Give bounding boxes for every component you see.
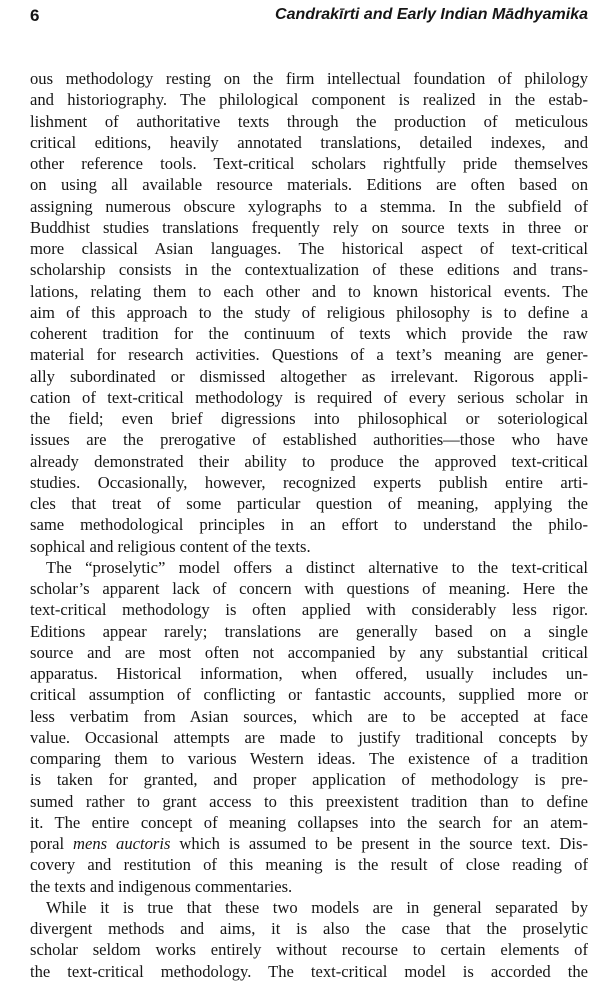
- text-line: lations, relating them to each other and to known historical events. The: [30, 281, 588, 301]
- page-header: [0, 4, 600, 30]
- text-line: same methodological principles in an effort to understand the philo-: [30, 515, 588, 535]
- text-line: assigning numerous obscure xylographs to a stemma. In the subfield of: [30, 196, 588, 216]
- text-line: material for research activities. Questions of a text’s meaning are gener-: [30, 345, 588, 365]
- text-line: coherent tradition for the continuum of texts which provide the raw: [30, 324, 588, 343]
- text-line: more classical Asian languages. The historical aspect of text-critical: [30, 239, 588, 258]
- text-line: covery and restitution of this meaning is the result of close reading of: [30, 855, 588, 875]
- text-line: less verbatim from Asian sources, which are to be accepted at face: [30, 706, 588, 726]
- text-line: ous methodology resting on the firm intellectual foundation of philology: [30, 69, 588, 88]
- text-line: Editions appear rarely; translations are generally based on a single: [30, 621, 588, 641]
- text-line: comparing them to various Western ideas. The existence of a tradition: [30, 749, 588, 768]
- text-line: already demonstrated their ability to produce the approved text-critical: [30, 451, 588, 471]
- text-line: text-critical methodology is often applied with considerably less rigor.: [30, 600, 588, 620]
- body-text: [30, 68, 588, 982]
- text-line: Buddhist studies translations frequently rely on source texts in three or: [30, 217, 588, 237]
- text-line: While it is true that these two models are in general separated by: [46, 897, 588, 917]
- text-line: divergent methods and aims, it is also the case that the proselytic: [30, 919, 588, 938]
- text-line: on using all available resource materials. Editions are often based on: [30, 175, 588, 195]
- text-line: cation of text-critical methodology is required of every serious scholar in: [30, 387, 588, 407]
- text-line: lishment of authoritative texts through the production of meticulous: [30, 111, 588, 131]
- text-line: studies. Occasionally, however, recognized experts publish entire arti-: [30, 472, 588, 492]
- text-line: it. The entire concept of meaning collapses into the search for an atem-: [30, 812, 588, 832]
- text-line: value. Occasional attempts are made to justify traditional concepts by: [30, 727, 588, 747]
- paragraph: [30, 68, 588, 557]
- text-line: and historiography. The philological component is realized in the estab-: [30, 90, 588, 110]
- running-title: Candrakīrti and Early Indian Mādhyamika: [275, 6, 588, 23]
- text-line: aim of this approach to the study of religious philosophy is to define a: [30, 302, 588, 322]
- text-line: sumed rather to grant access to this preexistent tradition than to define: [30, 791, 588, 811]
- text-line: sophical and religious content of the texts.: [30, 536, 311, 556]
- text-line: The “proselytic” model offers a distinct alternative to the text-critical: [46, 557, 588, 577]
- page-number: 6: [30, 6, 40, 25]
- text-line: the field; even brief digressions into philosophical or soteriological: [30, 409, 588, 428]
- text-line: source and are most often not accompanied by any substantial critical: [30, 642, 588, 662]
- text-line: scholar’s apparent lack of concern with questions of meaning. Here the: [30, 579, 588, 598]
- text-line: ally subordinated or dismissed altogether as irrelevant. Rigorous appli-: [30, 366, 588, 386]
- text-line: other reference tools. Text-critical scholars rightfully pride themselves: [30, 154, 588, 173]
- text-line: critical assumption of conflicting or fantastic accounts, supplied more or: [30, 685, 588, 705]
- text-line: critical editions, heavily annotated translations, detailed indexes, and: [30, 132, 588, 152]
- text-line: issues are the prerogative of established authorities—those who have: [30, 430, 588, 450]
- text-line: is taken for granted, and proper application of methodology is pre-: [30, 770, 588, 790]
- text-line: apparatus. Historical information, when offered, usually includes un-: [30, 664, 588, 683]
- text-line: the text-critical methodology. The text-critical model is accorded the: [30, 961, 588, 981]
- paragraph: [30, 897, 588, 982]
- text-line: cles that treat of some particular question of meaning, applying the: [30, 494, 588, 513]
- paragraph: [30, 557, 588, 897]
- text-line: poral mens auctoris which is assumed to be present in the source text. Dis-: [30, 834, 588, 853]
- text-line: scholar seldom works entirely without recourse to certain elements of: [30, 940, 588, 960]
- text-line: the texts and indigenous commentaries.: [30, 876, 293, 896]
- text-line: scholarship consists in the contextualization of these editions and trans-: [30, 260, 588, 280]
